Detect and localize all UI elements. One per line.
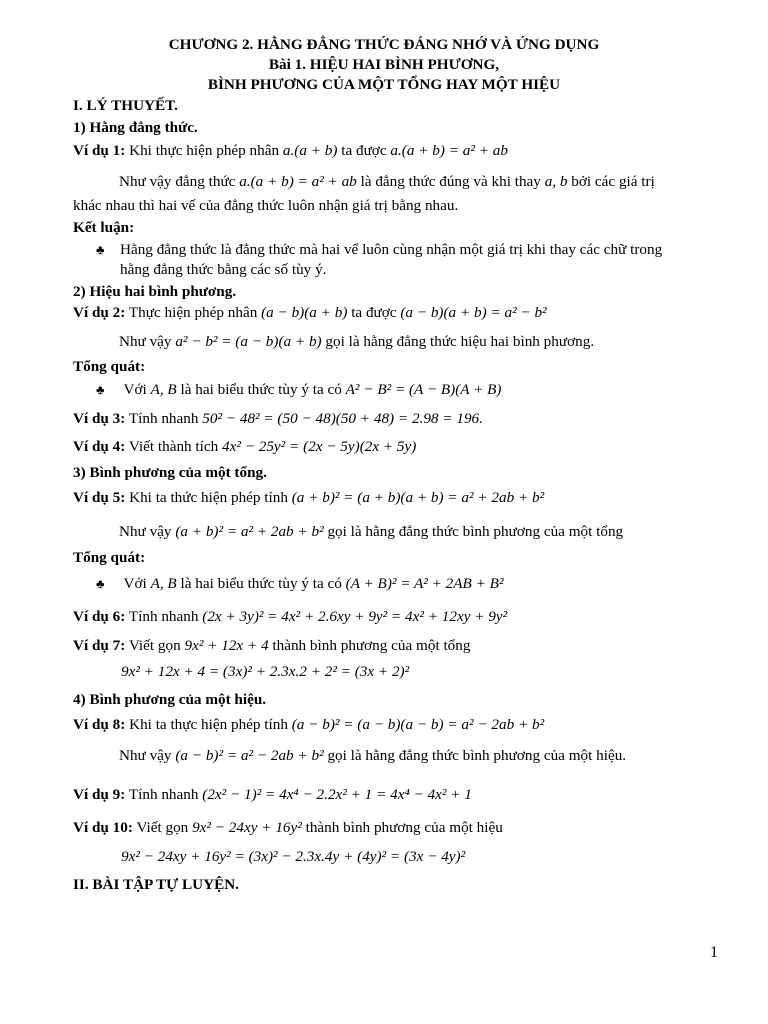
example-10-text: Viết gọn xyxy=(136,819,189,836)
general-1-text: Với xyxy=(123,381,147,398)
paragraph-1-line-1 xyxy=(119,173,655,191)
example-6-text: Tính nhanh xyxy=(128,608,199,625)
example-7-solution: 9x² + 12x + 4 = (3x)² + 2.3x.2 + 2² = (3x + 2)² xyxy=(121,663,410,680)
example-10-expr: 9x² − 24xy + 16y² xyxy=(192,819,302,836)
example-10-label: Ví dụ 10: xyxy=(73,819,133,836)
paragraph-1-text-3: bởi các giá trị xyxy=(571,173,655,190)
general-2-vars: A, B xyxy=(150,575,177,592)
paragraph-5 xyxy=(119,523,623,541)
example-7-expr: 9x² + 12x + 4 xyxy=(184,637,269,654)
example-7-text: Viết gọn xyxy=(128,637,181,654)
paragraph-1-expr: a.(a + b) = a² + ab xyxy=(239,173,357,190)
example-8-text: Khi ta thực hiện phép tính xyxy=(129,716,288,733)
example-5 xyxy=(73,489,544,507)
lesson-subtitle: BÌNH PHƯƠNG CỦA MỘT TỔNG HAY MỘT HIỆU xyxy=(207,76,561,93)
paragraph-8-expr: (a − b)² = a² − 2ab + b² xyxy=(175,747,324,764)
general-heading-1: Tổng quát: xyxy=(73,358,146,375)
example-6 xyxy=(73,608,507,626)
subsection-1-heading: 1) Hằng đẳng thức. xyxy=(73,119,198,136)
general-1-vars: A, B xyxy=(150,381,177,398)
conclusion-text: Hằng đẳng thức là đẳng thức mà hai vế luôn cùng nhận một giá trị khi thay các chữ trong xyxy=(120,241,663,258)
general-heading-2: Tổng quát: xyxy=(73,549,146,566)
example-2 xyxy=(73,304,547,322)
example-10-solution: 9x² − 24xy + 16y² = (3x)² − 2.3x.4y + (4y)² = (3x − 4y)² xyxy=(121,848,466,865)
club-bullet-icon: ♣ xyxy=(96,576,105,591)
club-bullet-icon: ♣ xyxy=(96,242,105,257)
paragraph-1-text-2: là đẳng thức đúng và khi thay xyxy=(360,173,541,190)
paragraph-2-text-2: gọi là hằng đẳng thức hiệu hai bình phương. xyxy=(325,333,595,350)
example-8-expr: (a − b)² = (a − b)(a − b) = a² − 2ab + b² xyxy=(291,716,545,733)
paragraph-2 xyxy=(119,333,594,351)
example-10-text-2: thành bình phương của một hiệu xyxy=(305,819,503,836)
example-10 xyxy=(73,819,503,837)
example-2-result: (a − b)(a + b) = a² − b² xyxy=(400,304,547,321)
conclusion-heading: Kết luận: xyxy=(73,219,135,236)
example-3 xyxy=(73,410,483,428)
chapter-title: CHƯƠNG 2. HẰNG ĐẲNG THỨC ĐÁNG NHỚ VÀ ỨNG DỤNG xyxy=(168,36,600,53)
example-1-expr: a.(a + b) xyxy=(282,142,338,159)
example-6-expr: (2x + 3y)² = 4x² + 2.6xy + 9y² = 4x² + 12xy + 9y² xyxy=(202,608,508,625)
general-bullet-1 xyxy=(96,381,501,399)
example-7 xyxy=(73,637,470,655)
example-9-text: Tính nhanh xyxy=(128,786,199,803)
subsection-4-heading: 4) Bình phương của một hiệu. xyxy=(73,691,267,708)
example-5-expr: (a + b)² = (a + b)(a + b) = a² + 2ab + b² xyxy=(291,489,545,506)
section-theory-heading: I. LÝ THUYẾT. xyxy=(73,97,178,114)
section-exercises-heading: II. BÀI TẬP TỰ LUYỆN. xyxy=(73,876,239,893)
example-1-result: a.(a + b) = a² + ab xyxy=(390,142,508,159)
conclusion-bullet xyxy=(96,241,662,259)
general-2-formula: (A + B)² = A² + 2AB + B² xyxy=(345,575,504,592)
example-9 xyxy=(73,786,472,804)
paragraph-8 xyxy=(119,747,626,765)
example-6-label: Ví dụ 6: xyxy=(73,608,126,625)
paragraph-2-expr: a² − b² = (a − b)(a + b) xyxy=(175,333,322,350)
conclusion-bullet-cont: hằng đẳng thức bằng các số tùy ý. xyxy=(120,261,327,278)
general-1-formula: A² − B² = (A − B)(A + B) xyxy=(345,381,502,398)
example-9-expr: (2x² − 1)² = 4x⁴ − 2.2x² + 1 = 4x⁴ − 4x² + 1 xyxy=(202,786,472,803)
paragraph-8-text-2: gọi là hằng đẳng thức bình phương của một hiệu. xyxy=(327,747,627,764)
paragraph-1-text: Như vậy đẳng thức xyxy=(119,173,236,190)
page-number: 1 xyxy=(710,944,718,961)
paragraph-5-expr: (a + b)² = a² + 2ab + b² xyxy=(175,523,324,540)
example-8 xyxy=(73,716,544,734)
example-4-text: Viết thành tích xyxy=(128,438,219,455)
paragraph-2-text: Như vậy xyxy=(119,333,172,350)
example-4-label: Ví dụ 4: xyxy=(73,438,126,455)
example-2-text: Thực hiện phép nhân xyxy=(128,304,258,321)
paragraph-5-text-2: gọi là hằng đẳng thức bình phương của một tổng xyxy=(327,523,624,540)
example-1-text: Khi thực hiện phép nhân xyxy=(129,142,280,159)
example-2-expr: (a − b)(a + b) xyxy=(261,304,348,321)
paragraph-8-text: Như vậy xyxy=(119,747,172,764)
example-3-expr: 50² − 48² = (50 − 48)(50 + 48) = 2.98 = 196. xyxy=(202,410,483,427)
example-7-text-2: thành bình phương của một tổng xyxy=(272,637,471,654)
general-2-text: Với xyxy=(123,575,147,592)
paragraph-5-text: Như vậy xyxy=(119,523,172,540)
example-1-text-2: ta được xyxy=(341,142,387,159)
general-2-text-2: là hai biểu thức tùy ý ta có xyxy=(180,575,342,592)
example-5-text: Khi ta thức hiện phép tính xyxy=(129,489,288,506)
example-1 xyxy=(73,142,508,160)
subsection-2-heading: 2) Hiệu hai bình phương. xyxy=(73,283,237,300)
example-7-label: Ví dụ 7: xyxy=(73,637,126,654)
example-5-label: Ví dụ 5: xyxy=(73,489,126,506)
example-9-label: Ví dụ 9: xyxy=(73,786,126,803)
example-8-label: Ví dụ 8: xyxy=(73,716,126,733)
example-4 xyxy=(73,438,416,456)
example-3-text: Tính nhanh xyxy=(128,410,199,427)
club-bullet-icon: ♣ xyxy=(96,382,105,397)
example-4-expr: 4x² − 25y² = (2x − 5y)(2x + 5y) xyxy=(222,438,417,455)
example-2-text-2: ta được xyxy=(351,304,397,321)
example-1-label: Ví dụ 1: xyxy=(73,142,126,159)
paragraph-1-line-2: khác nhau thì hai vế của đẳng thức luôn nhận giá trị bằng nhau. xyxy=(73,197,459,214)
general-1-text-2: là hai biểu thức tùy ý ta có xyxy=(180,381,342,398)
general-bullet-2 xyxy=(96,575,504,593)
example-3-label: Ví dụ 3: xyxy=(73,410,126,427)
lesson-title: Bài 1. HIỆU HAI BÌNH PHƯƠNG, xyxy=(268,56,500,73)
paragraph-1-vars: a, b xyxy=(544,173,568,190)
subsection-3-heading: 3) Bình phương của một tổng. xyxy=(73,464,267,481)
example-2-label: Ví dụ 2: xyxy=(73,304,126,321)
